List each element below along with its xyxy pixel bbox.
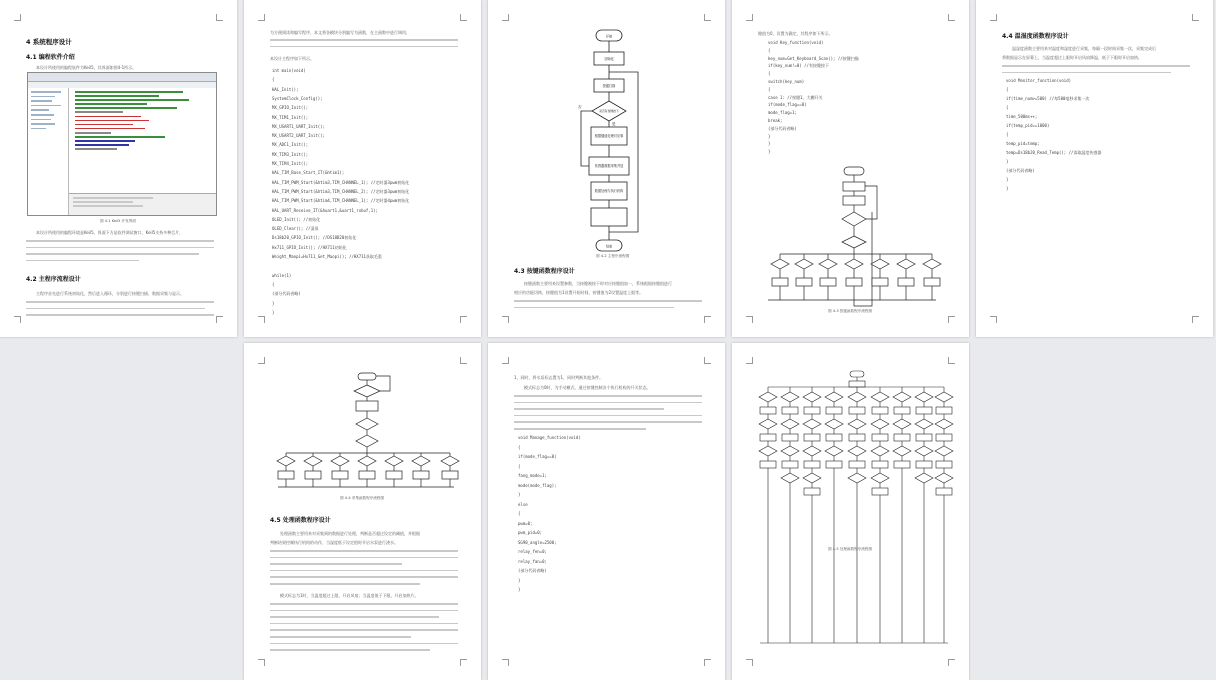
paragraph: 为方便阅读和编写程序，本文将各模块分别编写为函数，在主函数中进行调用， (270, 30, 410, 35)
code-line: { (1006, 132, 1009, 137)
flow-process (760, 461, 776, 468)
flow-process (760, 407, 776, 414)
figure-caption: 图 4-2 主程序流程图 (596, 254, 630, 258)
paragraph: 判断结果控制执行机构的动作，当湿度低于设定值时开启水泵进行浇水。 (270, 540, 398, 545)
flow-process (936, 461, 952, 468)
code-line: } (768, 133, 771, 139)
flow-process (936, 434, 952, 441)
code-line: if(temp_pid==1000) (1006, 123, 1050, 128)
flow-decision (803, 446, 821, 456)
flow-decision (848, 473, 866, 483)
code-line: { (768, 71, 771, 77)
flow-process (772, 278, 788, 286)
code-line: (部分代码省略) (518, 568, 547, 573)
flow-process (782, 434, 798, 441)
code-line: void Manage_function(void) (518, 435, 581, 440)
code-line: { (768, 47, 771, 53)
flow-decision (781, 446, 799, 456)
figure-caption: 图 4-3 按键函数程序流程图 (828, 309, 873, 313)
code-line: pwm=0; (518, 520, 533, 526)
figure-caption: 图 4-5 处理函数程序流程图 (828, 547, 873, 551)
paragraph: 主程序首先进行系统初始化，然后进入循环，分别进行按键扫描、数据采集与显示。 (36, 291, 184, 296)
code-line: HAL_TIM_Base_Start_IT(&htim1); (272, 170, 345, 176)
paragraph: 温湿度函数主要用来对温度和湿度进行采集，每隔一段时间采集一次，采集完成后 (1012, 46, 1156, 51)
flow-decision (803, 392, 821, 402)
section-heading: 4.3 按键函数程序设计 (514, 268, 575, 275)
flow-process (872, 461, 888, 468)
manage-flowchart (732, 343, 969, 680)
paragraph-lines (514, 300, 702, 313)
code-line: Weight_Maopi=Hx711_Get_Maopi(); //HX711获取毛重 (272, 254, 382, 259)
flow-decision (759, 446, 777, 456)
paragraph: 模式标志为1时，当温度超过上限，开启风扇；当温度低于下限，开启加热片。 (280, 593, 419, 598)
paragraph-lines (1002, 65, 1190, 78)
ide-screenshot (27, 72, 217, 216)
flow-decision (795, 259, 813, 269)
flow-decision (781, 392, 799, 402)
flow-decision (848, 392, 866, 402)
flow-decision (304, 456, 322, 466)
flow-process (826, 461, 842, 468)
ide-project-tree (28, 88, 69, 215)
flow-process (826, 434, 842, 441)
crop-mark (1192, 316, 1199, 323)
code-line: OLED_Init(); //初始化 (272, 216, 321, 222)
document-page-7[interactable] (488, 343, 725, 680)
code-line: MX_TIM1_Init(); (272, 114, 309, 120)
code-line: temp=Ds18b20_Read_Temp(); //读取温度传感器 (1006, 150, 1102, 155)
flow-decision (893, 392, 911, 402)
code-line: while(1) (272, 272, 292, 278)
flow-process (849, 407, 865, 414)
flow-decision (871, 473, 889, 483)
code-line: void Key_function(void) (768, 40, 824, 45)
paragraph: 键值为0，设置为确定，其程序如下所示。 (758, 31, 833, 36)
flow-node-label: 数据处理与执行机构 (594, 189, 624, 193)
document-page-1[interactable] (0, 0, 237, 337)
paragraph-lines (26, 240, 214, 266)
flow-node-label: 按键扫描 (602, 84, 616, 88)
flow-process (894, 407, 910, 414)
flow-decision (825, 419, 843, 429)
paragraph-lines (270, 39, 458, 52)
flow-decision (771, 259, 789, 269)
code-line: (部分代码省略) (272, 291, 301, 297)
crop-mark (990, 316, 997, 323)
paragraph-lines (514, 395, 702, 435)
code-line: MX_ADC1_Init(); (272, 142, 309, 148)
flow-decision (897, 259, 915, 269)
code-line: MX_USART1_UART_Init(); (272, 123, 325, 129)
flow-decision (915, 392, 933, 402)
code-line: (部分代码省略) (1006, 168, 1035, 173)
flow-process (826, 407, 842, 414)
flow-process (591, 208, 627, 226)
flow-process (936, 407, 952, 414)
crop-mark (14, 316, 21, 323)
flow-decision (871, 446, 889, 456)
paragraph: 模式标志为0时，为手动模式，通过按键控制各个执行机构的开关状态。 (524, 385, 651, 390)
flow-decision (819, 259, 837, 269)
code-line: { (1006, 87, 1009, 92)
code-line: MX_USART2_UART_Init(); (272, 133, 325, 139)
code-line: } (1006, 159, 1009, 164)
flow-process (796, 278, 812, 286)
flow-process (849, 461, 865, 468)
code-line: break; (768, 118, 783, 123)
paragraph: 1，同时，将水泵标志置为1，同时判断其他条件。 (514, 375, 604, 380)
code-line: } (768, 141, 771, 147)
document-page-4[interactable] (732, 0, 969, 337)
flow-process (804, 407, 820, 414)
code-line: } (272, 309, 275, 315)
flow-node-label: 是否有按键按下 (599, 109, 619, 113)
flow-process (872, 434, 888, 441)
crop-mark (258, 14, 265, 21)
ide-toolbar (28, 73, 216, 82)
paragraph: 本设计所使用的编程软件为Keil5，其界面如图4-1所示。 (36, 65, 137, 70)
document-page-2[interactable] (244, 0, 481, 337)
code-line: time_500ms++; (1006, 114, 1038, 119)
paragraph: 相应的功能切换，按键值为1设置开始时间，按键值为2设置温度上限等。 (514, 290, 644, 295)
flow-branch-label: 否 (578, 105, 582, 109)
code-line: OLED_Clear(); //清屏 (272, 226, 319, 232)
code-line: if(time_num>=500) //每500毫秒采集一次 (1006, 96, 1090, 101)
flow-decision (893, 419, 911, 429)
code-line: int main(void) (272, 68, 306, 73)
flow-process (442, 471, 458, 479)
flow-process (782, 461, 798, 468)
code-line: MX_TIM3_Init(); (272, 151, 309, 157)
flow-process (386, 471, 402, 479)
flow-process (278, 471, 294, 479)
flow-process (872, 278, 888, 286)
code-line: } (1006, 177, 1009, 182)
code-line: { (518, 444, 521, 450)
code-line: if(mode_flag==0) (518, 454, 557, 459)
code-line: } (1006, 186, 1009, 191)
flow-process (916, 407, 932, 414)
ide-editor (69, 88, 216, 193)
code-line: relay_fan=0; (518, 558, 547, 564)
code-line: } (518, 577, 521, 583)
flow-decision (915, 419, 933, 429)
crop-mark (460, 316, 467, 323)
code-line: switch(key_num) (768, 79, 805, 84)
ide-build-output (69, 193, 216, 215)
code-line: relay_fen=0; (518, 549, 547, 554)
flow-decision (358, 456, 376, 466)
flow-decision (412, 456, 430, 466)
paragraph: 按键函数主要用来设置参数，当按键被按下时对应按键值加一，系统根据按键值进行 (524, 281, 672, 286)
flow-process (924, 278, 940, 286)
flow-decision (871, 419, 889, 429)
flow-decision (759, 419, 777, 429)
code-line: MX_TIM4_Init(); (272, 161, 309, 166)
code-line: HAL_TIM_PWM_Start(&htim3,TIM_CHANNEL_2); //定时器3pwm初始化 (272, 188, 410, 194)
flow-decision (803, 419, 821, 429)
section-heading: 4.2 主程序流程设计 (26, 276, 81, 283)
flow-process (760, 434, 776, 441)
flow-branch-label: 是 (612, 122, 616, 126)
flow-node-label: 初始化 (604, 57, 614, 61)
flow-process (916, 461, 932, 468)
flow-decision (825, 392, 843, 402)
flow-decision (893, 446, 911, 456)
code-line: { (1006, 105, 1009, 110)
code-line: { (518, 463, 521, 469)
code-line: fang_mode=1; (518, 473, 547, 478)
crop-mark (502, 357, 509, 364)
flow-decision (331, 456, 349, 466)
code-line: Ds18b20_GPIO_Init(); //DS18B20初始化 (272, 235, 357, 241)
code-line: if(key_num!=0) //有按键按下 (768, 63, 829, 69)
flow-process (413, 471, 429, 479)
flow-decision (845, 259, 863, 269)
paragraph: 将数据显示在屏幕上，当温度超过上限时开启风扇降温，低于下限时开启加热。 (1002, 55, 1142, 60)
flow-process (894, 434, 910, 441)
crop-mark (216, 316, 223, 323)
flow-process (804, 461, 820, 468)
paragraph: 本设计主程序如下所示。 (270, 56, 314, 61)
flow-decision (871, 392, 889, 402)
flow-decision (935, 419, 953, 429)
flow-decision (781, 419, 799, 429)
section-heading: 4.5 处理函数程序设计 (270, 517, 331, 524)
code-line: } (518, 587, 521, 592)
crop-mark (258, 316, 265, 323)
flow-decision (935, 473, 953, 483)
code-line: if(mode_flag==0) (768, 102, 807, 108)
crop-mark (1192, 14, 1199, 21)
flow-decision (277, 456, 295, 466)
flow-decision (385, 456, 403, 466)
document-page-8[interactable] (732, 343, 969, 680)
flow-process (804, 434, 820, 441)
code-line: HAL_TIM_PWM_Start(&htim3,TIM_CHANNEL_1); //定时器3pwm初始化 (272, 179, 410, 185)
flow-decision (871, 259, 889, 269)
flow-decision (848, 446, 866, 456)
flow-process (872, 488, 888, 495)
code-line: HAL_UART_Receive_IT(&huart1,&uart1_rxbuf,1); (272, 207, 378, 213)
crop-mark (14, 14, 21, 21)
flow-decision (915, 473, 933, 483)
code-line: MX_GPIO_Init(); (272, 105, 309, 111)
section-heading: 4.4 温湿度函数程序设计 (1002, 33, 1069, 40)
code-line: temp_pid=temp; (1006, 141, 1040, 146)
code-line: SG90_angle=2500; (518, 539, 557, 545)
section-heading: 4.1 编程软件介绍 (26, 54, 75, 61)
figure-caption: 图 4-4 采集函数程序流程图 (340, 496, 385, 500)
flow-process (846, 278, 862, 286)
flow-node-label: 传感器数据采集并显 (594, 164, 624, 168)
code-line: void Monitor_function(void) (1006, 78, 1072, 83)
flow-process (804, 488, 820, 495)
code-line: case 1: //按键1，大棚开关 (768, 94, 823, 100)
crop-mark (502, 659, 509, 666)
flow-decision (825, 446, 843, 456)
flow-process (782, 407, 798, 414)
code-line: HAL_Init(); (272, 86, 299, 92)
code-line: else (518, 501, 528, 507)
code-line: mode(mode_flag); (518, 482, 557, 488)
flow-process (332, 471, 348, 479)
code-line: { (768, 86, 771, 92)
figure-caption: 图 4-1 Keil5 开发界面 (100, 219, 136, 223)
flow-decision (935, 392, 953, 402)
document-page-6[interactable] (244, 343, 481, 680)
flow-process (894, 461, 910, 468)
flow-process (820, 278, 836, 286)
code-line: { (272, 77, 275, 83)
code-line: { (518, 511, 521, 516)
code-line: Hx711_GPIO_Init(); //HX711初始化 (272, 244, 347, 250)
code-line: key_num=Get_Keyboard_Scan(); //按键扫描 (768, 55, 859, 61)
flow-decision (803, 473, 821, 483)
code-line: HAL_TIM_PWM_Start(&htim4,TIM_CHANNEL_1); //定时器4pwm初始化 (272, 198, 410, 204)
paragraph-lines (270, 603, 458, 656)
code-line: { (272, 281, 275, 287)
flow-process (936, 488, 952, 495)
flow-decision (781, 473, 799, 483)
document-page-3[interactable] (488, 0, 725, 337)
flow-process (916, 434, 932, 441)
code-line: } (272, 300, 275, 306)
document-page-5[interactable] (976, 0, 1213, 337)
paragraph: 本设计所使用的编程环境是Keil5，界面下方是软件调试窗口，Keil5支持多种芯片， (36, 230, 184, 235)
code-line: } (518, 492, 521, 497)
crop-mark (704, 659, 711, 666)
flow-process (898, 278, 914, 286)
crop-mark (704, 357, 711, 364)
flow-node-label: 结束 (605, 244, 613, 249)
code-line: } (768, 149, 771, 155)
paragraph: 处理函数主要用来对采集到的数据进行处理，判断是否超过设定的阈值，并根据 (280, 531, 420, 536)
flow-decision (759, 392, 777, 402)
code-line: SystemClock_Config(); (272, 95, 323, 101)
code-line: (部分代码省略) (768, 125, 797, 131)
code-line: mode_flag=1; (768, 110, 797, 116)
flow-decision (923, 259, 941, 269)
paragraph-lines (26, 301, 214, 321)
flow-decision (915, 446, 933, 456)
code-line: pwm_pid=0; (518, 530, 543, 535)
flow-process (872, 407, 888, 414)
crop-mark (216, 14, 223, 21)
flow-decision (848, 419, 866, 429)
chapter-heading: 4 系统程序设计 (26, 38, 72, 46)
flow-node-label: 开始 (605, 34, 613, 39)
crop-mark (990, 14, 997, 21)
flow-process (305, 471, 321, 479)
flow-process (849, 434, 865, 441)
flow-process (359, 471, 375, 479)
flow-decision (441, 456, 459, 466)
flow-node-label: 根据键值处理对应事 (594, 134, 624, 138)
paragraph-lines (270, 550, 458, 590)
flow-decision (935, 446, 953, 456)
crop-mark (460, 14, 467, 21)
